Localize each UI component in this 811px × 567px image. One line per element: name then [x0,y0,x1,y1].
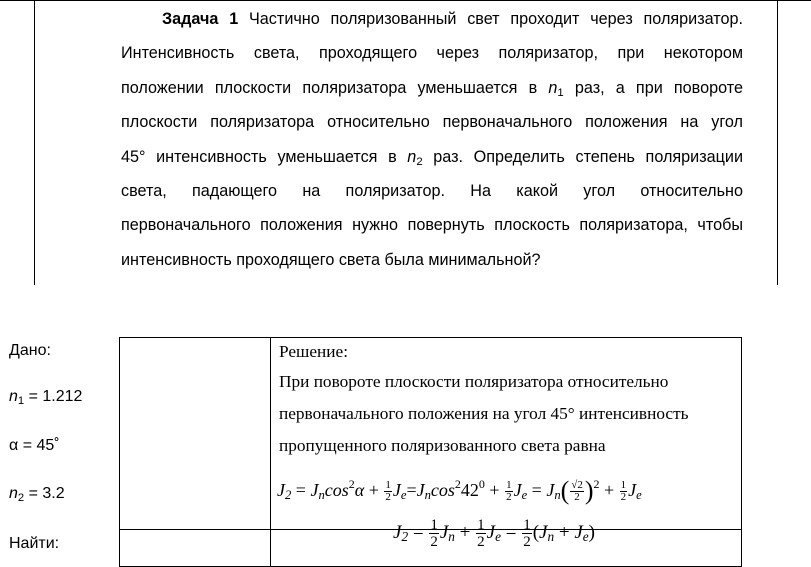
given-n2: $n_2 = 3.2$ [9,485,65,504]
left-margin-line [34,0,35,285]
find-label: Найти: [9,535,60,552]
solution-line-1: При повороте плоскости поляризатора относительно [279,372,669,391]
formula-intensity-sum: $J_2$ = $\frac{1}{2}$ $J_n$ + $\frac{1}{2}$ $J_e$ = $\frac{1}{2}$ $(J_n + J_e)$ [393,517,595,550]
task-label: Задача 1 [162,10,239,28]
solution-line-3: пропущенного поляризованного света равна [279,436,606,455]
task-line-8: интенсивность проходящего света была минимальной? [121,250,541,269]
task-line-1: Задача 1 Частично поляризованный свет проходит через поляризатор. [162,10,743,28]
solution-line-2: первоначального положения на угол 45° интенсивность [279,404,689,423]
find-cell [120,530,271,567]
right-margin-line [777,0,778,285]
task-line-4: плоскости поляризатора относительно первоначального положения на угол [121,113,743,132]
formula-intensity-45: $J_2 = J_n\cos^2\alpha$ + $\frac{1}{2}$ $J_e=J_n\cos^242^0$ + $\frac{1}{2}$ $J_e = J_n$( $\frac{√2}{2}$ )$^2$ + $\frac{1}{2}$ $J_e$ [277,476,642,505]
task-line-6: света, падающего на поляризатор. На какой угол относительно [121,182,743,201]
given-alpha: α = 45˚ [9,437,60,454]
given-cell [120,338,271,530]
task-line-7: первоначального положения нужно повернуть плоскость поляризатора, чтобы [121,216,743,235]
solution-header: Решение: [279,342,348,361]
task-line-2: Интенсивность света, проходящего через поляризатор, при некотором [121,44,743,63]
task-line-5: 45° интенсивность уменьшается в $n_2$ раз. Определить степень поляризации [121,147,744,168]
page-top-border [0,0,811,1]
given-n1: $n_1 = 1.212$ [9,388,83,407]
given-header: Дано: [9,342,51,359]
task-line-3: положении плоскости поляризатора уменьшается в $n_1$ раз, а при повороте [121,78,743,99]
task-statement [121,2,743,277]
